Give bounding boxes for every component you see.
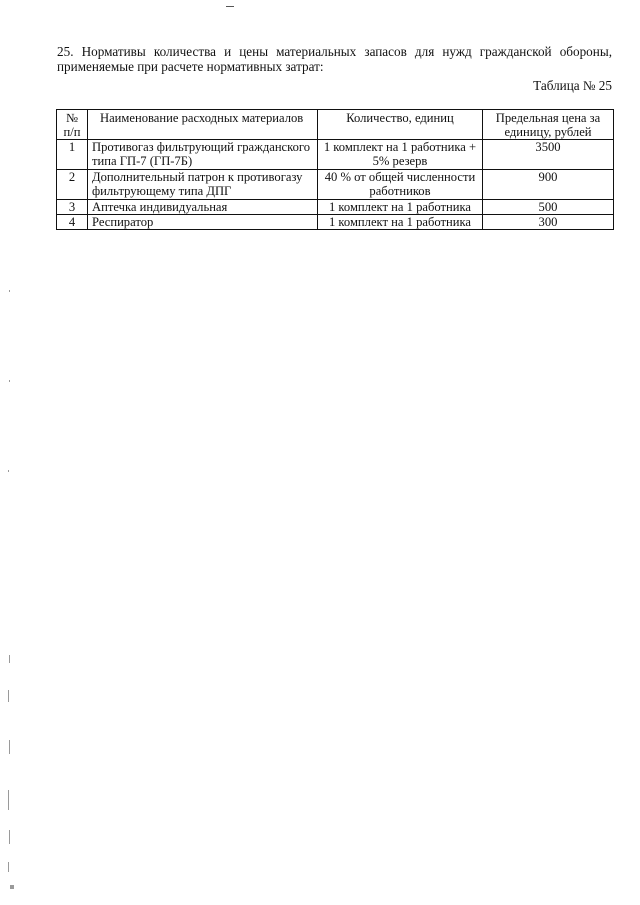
row-qty: 1 комплект на 1 работника + 5% резерв bbox=[318, 140, 483, 170]
row-name: Респиратор bbox=[88, 215, 318, 230]
header-price: Предельная цена за единицу, рублей bbox=[483, 110, 614, 140]
row-qty: 40 % от общей численности работников bbox=[318, 170, 483, 200]
table-row bbox=[57, 170, 614, 200]
table-header-row bbox=[57, 110, 614, 140]
row-name: Дополнительный патрон к противогазу фильтрующему типа ДПГ bbox=[88, 170, 318, 200]
scan-edge-artifacts bbox=[0, 0, 20, 905]
table-caption: Таблица № 25 bbox=[533, 78, 612, 93]
row-price: 3500 bbox=[483, 140, 614, 170]
row-num: 4 bbox=[57, 215, 88, 230]
row-price: 300 bbox=[483, 215, 614, 230]
row-name: Противогаз фильтрующий гражданского типа ГП-7 (ГП-7Б) bbox=[88, 140, 318, 170]
table-row bbox=[57, 215, 614, 230]
scan-mark bbox=[226, 6, 234, 7]
norms-table bbox=[56, 109, 614, 230]
table-row bbox=[57, 200, 614, 215]
row-price: 500 bbox=[483, 200, 614, 215]
section-heading: 25. Нормативы количества и цены материальных запасов для нужд гражданской обороны, применяемые при расчете нормативных затрат: bbox=[57, 44, 612, 74]
header-qty: Количество, единиц bbox=[318, 110, 483, 140]
table-row bbox=[57, 140, 614, 170]
row-qty: 1 комплект на 1 работника bbox=[318, 215, 483, 230]
row-qty: 1 комплект на 1 работника bbox=[318, 200, 483, 215]
row-num: 1 bbox=[57, 140, 88, 170]
header-name: Наименование расходных материалов bbox=[88, 110, 318, 140]
row-num: 3 bbox=[57, 200, 88, 215]
header-num: № п/п bbox=[57, 110, 88, 140]
row-price: 900 bbox=[483, 170, 614, 200]
row-name: Аптечка индивидуальная bbox=[88, 200, 318, 215]
row-num: 2 bbox=[57, 170, 88, 200]
